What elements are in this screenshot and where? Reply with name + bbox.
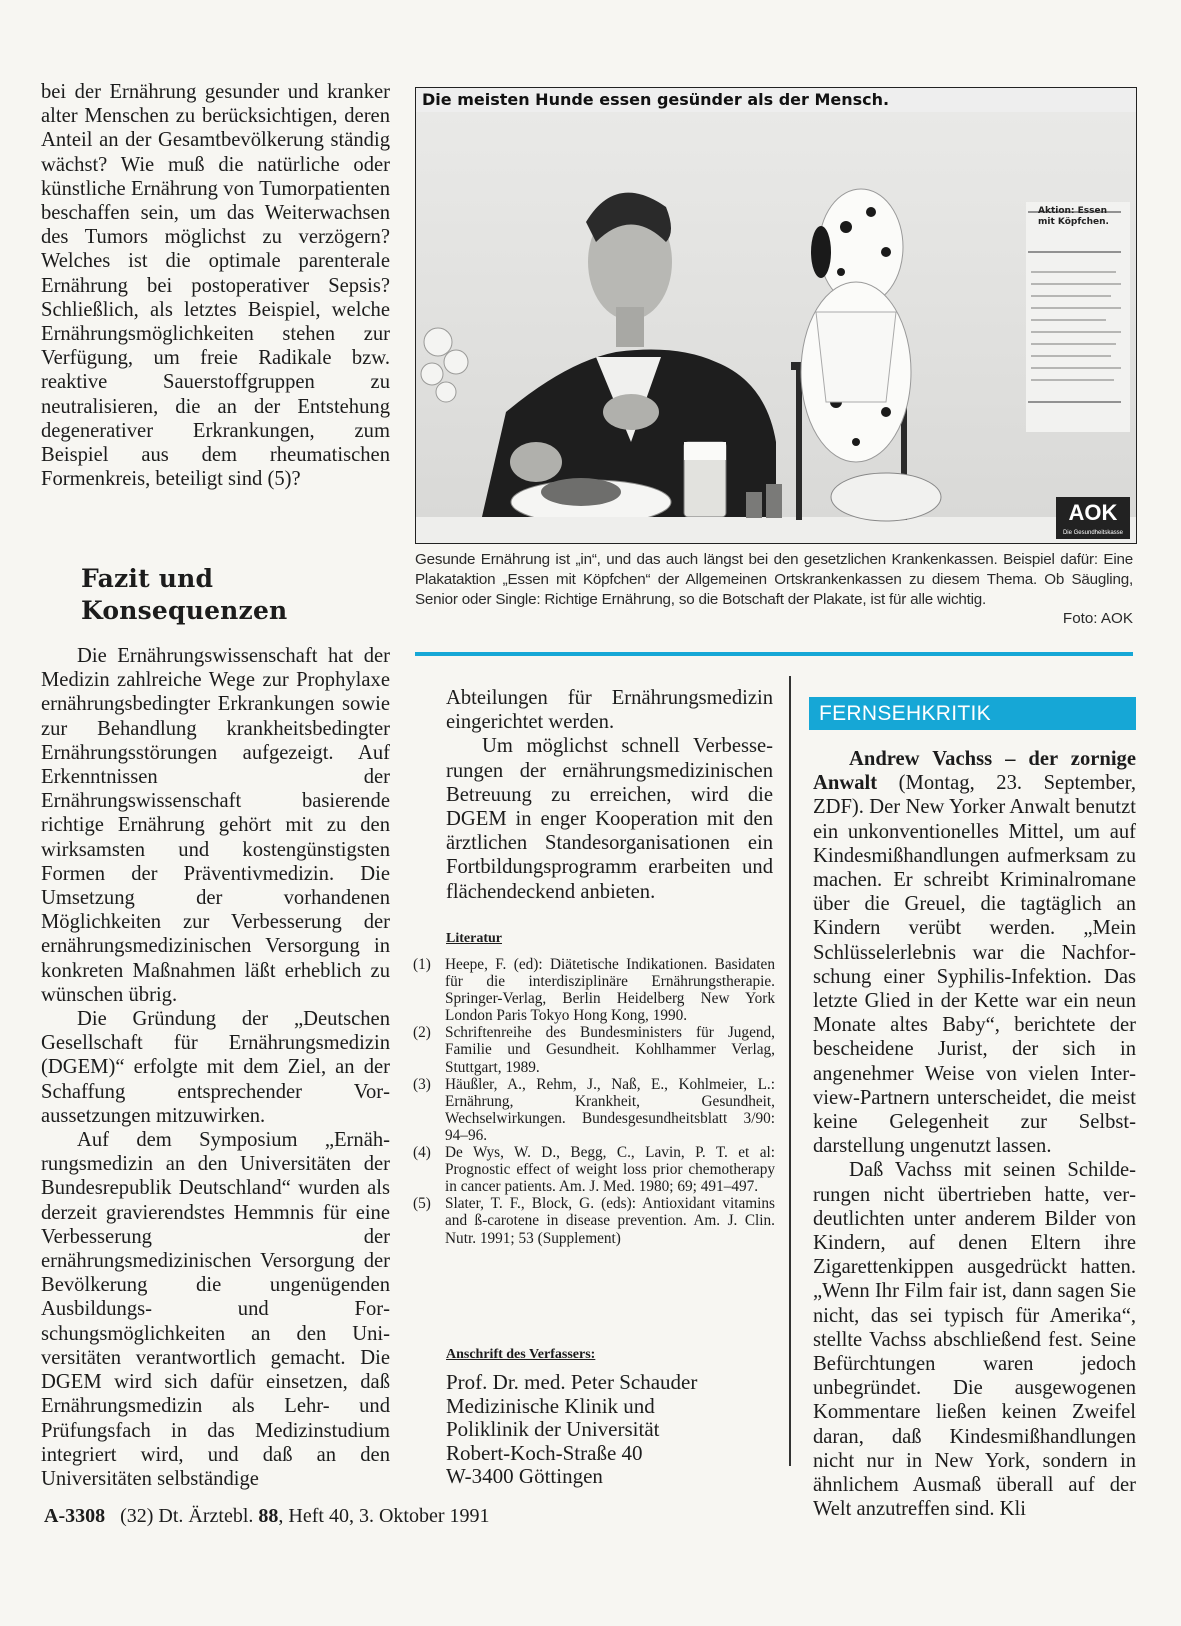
photo-credit: Foto: AOK — [1062, 610, 1133, 627]
aok-logo — [1056, 497, 1130, 539]
address-line: Prof. Dr. med. Peter Schauder — [446, 1370, 698, 1394]
column-divider — [789, 676, 791, 1466]
literature-heading: Literatur — [446, 931, 502, 946]
section-label: FERNSEHKRITIK — [819, 702, 991, 725]
reference-list — [413, 956, 775, 1247]
page-code: A-3308 — [44, 1505, 106, 1527]
address-line: Poliklinik der Universität — [446, 1417, 660, 1441]
address-line: Robert-Koch-Straße 40 — [446, 1440, 643, 1465]
right-column-text — [813, 747, 1136, 1522]
journal-name: (32) Dt. Ärztebl. — [120, 1505, 254, 1527]
review-title: Andrew Vachss – der zornige Anwalt — [813, 748, 1136, 795]
reference-item: (3) Häußler, A., Rehm, J., Naß, E., Kohlmeier, L.: Ernährung, Krankheit, Gesundheit, Wechselwirkungen. Bundesgesundheitsblatt 3/90: 94–96. — [413, 1075, 775, 1144]
reference-item: (4) De Wys, W. D., Begg, C., Lavin, P. T. et al: Prognostic effect of weight loss prior chemotherapy in cancer patients. Am. J. Med. 1980; 69; 491–497. — [413, 1144, 775, 1196]
ad-side-title: Aktion: Essen mit Köpfchen. — [1038, 206, 1109, 227]
issue-date: , Heft 40, 3. Oktober 1991 — [278, 1505, 490, 1527]
address-line: W-3400 Göttingen — [446, 1464, 603, 1488]
author-address-heading: Anschrift des Verfassers: — [446, 1347, 596, 1362]
aok-logo-text: AOK — [1068, 500, 1118, 525]
journal-volume: 88 — [258, 1505, 279, 1527]
paragraph: Die Ernährungswissenschaft hat der Medizin zahlreiche Wege zur Prophylaxe ernährungsbedingter Erkrankungen sowie zur Behandlung krankheitsbedingter Ernährungsstörungen aufgezeigt. Auf Erkenntnissen der Ernährungswissenschaft basierende richtige Ernährung gehört mit zu den wirksamsten und kostengünstigsten Formen der Präventivmedizin. Die Umsetzung der vorhandenen Möglichkeiten zur Verbesserung der ernährungsmedizinischen Versorgung in konkreten Maßnahmen läßt erheblich zu wünschen übrig. — [41, 645, 390, 1006]
figure-caption: Gesunde Ernährung ist „in“, und das auch längst bei den gesetzlichen Krankenkassen. Beispiel dafür: Eine Plakataktion „Essen mit Köpfchen“ der Allgemeinen Ortskrankenkassen zu diesem Thema. Ob Säugling, Senior oder Single: Richtige Ernährung, so die Botschaft der Plakate, ist für alle wichtig. — [415, 551, 1133, 608]
address-line: Medizinische Klinik und — [446, 1393, 655, 1418]
section-heading — [81, 563, 401, 627]
paragraph — [813, 747, 1136, 1158]
blue-divider — [415, 652, 1133, 656]
section-heading-line1: Fazit und — [81, 564, 214, 593]
paragraph: Daß Vachss mit seinen Schilderungen nicht übertrieben hatte, verdeutlichten unter anderem Bilder von Kindern, auf denen Eltern ihre Zigarettenkippen ausgedrückt hatten. „Wenn Ihr Film fair ist, dann sagen Sie nicht, das sei typisch für Amerika“, stellte Vachss abschließend fest. Seine Befürchtungen waren jedoch unbegründet. Die ausgewogenen Kommentare ließen keinen Zweifel daran, daß Kindesmißhandlungen nicht nur in New York, sondern in ähnlichem Ausmaß überall auf der Welt anzutreffen sind. Kli — [813, 1159, 1136, 1521]
review-text: (Montag, 23. September, ZDF). Der New Yorker Anwalt benutzt ein unkonventionelles Mittel, um auf Kindesmißhandlungen aufmerksam zu machen. Er schreibt Kriminalromane über die Greuel, die tagtäglich an Kindern verübt werden. „Mein Schlüsselerlebnis war die Nachforschung einer Syphilis-Infektion. Das letzte Glied in der Kette war ein neun Monate altes Baby“, berichtete der bescheidene Jurist, der sich in angenehmer Weise von vielen Interview-Partnern unterscheidet, die meist keine Gelegenheit zur Selbstdarstellung ungenutzt lassen. — [813, 772, 1136, 1158]
ad-side-panel — [1038, 206, 1124, 228]
aok-logo-subtitle: Die Gesundheitskasse — [1062, 530, 1124, 536]
ad-headline: Die meisten Hunde essen gesünder als der Mensch. — [422, 90, 890, 109]
author-address — [446, 1371, 697, 1489]
left-paragraph-continued: bei der Ernährung gesunder und kranker alter Menschen zu berücksichtigen, deren Anteil an der Gesamtbevölkerung ständig wächst? Wie muß die natürliche oder künstliche Ernährung von Tumorpatienten beschaffen sein, um das Weiterwachsen des Tumors möglichst zu verzögern? Welches ist die optimale parenterale Ernährung bei postoperativer Sepsis? Schließlich, als letztes Beispiel, welche Ernährungsmöglichkeiten stehen zur Verfügung, um freie Radikale bzw. reaktive Sauerstoffgruppen zu neutralisieren, die an der Entstehung degenerativer Erkrankungen, zum Beispiel aus dem rheumatischen Formenkreis, beteiligt sind (5)? — [41, 81, 390, 491]
paragraph: Die Gründung der „Deutschen Gesellschaft für Ernährungsmedizin (DGEM)“ erfolgte mit dem Ziel, an der Schaffung entsprechender Voraussetzungen mitzuwirken. — [41, 1008, 390, 1127]
left-column-text — [41, 644, 390, 1491]
section-label-box — [809, 697, 1136, 730]
page-footer — [44, 1505, 489, 1528]
reference-item: (2) Schriftenreihe des Bundesministers für Jugend, Familie und Gesundheit. Kohlhammer Verlag, Stuttgart, 1989. — [413, 1024, 775, 1076]
paragraph: Abteilungen für Ernährungsmedizin eingerichtet werden. — [446, 687, 773, 734]
middle-column-text — [446, 686, 773, 904]
reference-item: (5) Slater, T. F., Block, G. (eds): Antioxidant vitamins and ß-carotene in disease prevention. Am. J. Clin. Nutr. 1991; 53 (Supplement) — [413, 1195, 775, 1247]
photo-man-and-dalmatian — [416, 112, 1136, 543]
paragraph: Um möglichst schnell Verbesserungen der ernährungsmedizinischen Betreuung zu erreichen, wird die DGEM in enger Kooperation mit den ärztlichen Standesorganisationen ein Fortbildungsprogramm erarbeiten und flächendeckend anbieten. — [446, 735, 773, 903]
reference-item: (1) Heepe, F. (ed): Diätetische Indikationen. Basidaten für die interdisziplinäre Ernährungstherapie. Springer-Verlag, Berlin Heidelberg New York London Paris Tokyo Hong Kong, 1990. — [413, 956, 775, 1025]
section-heading-line2: Konsequenzen — [81, 596, 288, 625]
left-column-continued-text — [41, 80, 390, 491]
advertisement-photo — [415, 87, 1137, 544]
paragraph: Auf dem Symposium „Ernährungsmedizin an den Universitäten der Bundesrepublik Deutschland“ wurden als derzeit gravierendstes Hemmnis für eine Verbesserung der ernährungsmedizinischen Versorgung der Bevölkerung die ungenügenden Ausbildungs- und Forschungsmöglichkeiten an den Universitäten verantwortlich gemacht. Die DGEM wird sich dafür einsetzen, daß Ernährungsmedizin als Lehr- und Prüfungsfach in das Medizinstudium integriert wird, und daß an den Universitäten selbständige — [41, 1129, 390, 1490]
